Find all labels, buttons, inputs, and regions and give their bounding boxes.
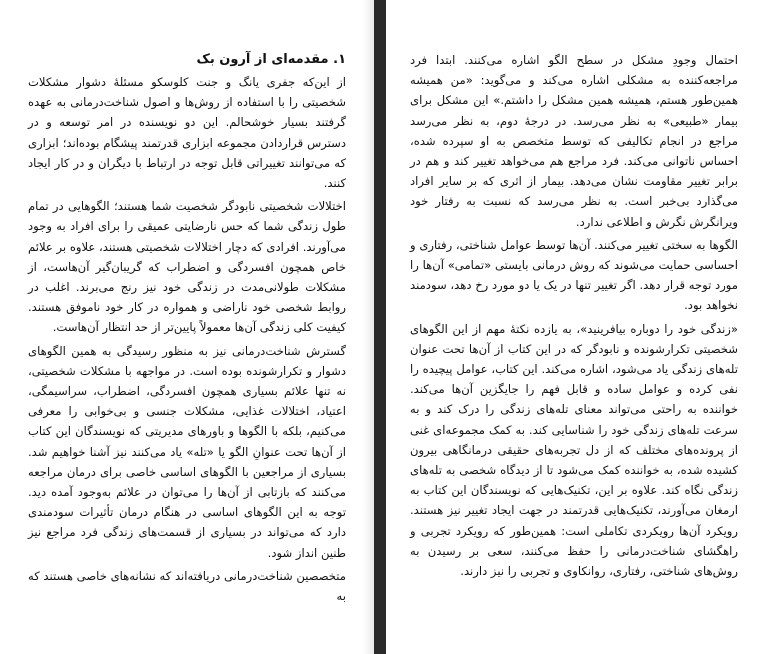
book-gutter	[374, 0, 386, 654]
chapter-heading: ۱. مقدمه‌ای از آرون بک	[196, 52, 346, 67]
right-page	[386, 0, 768, 654]
right-paragraph-2: الگوها به سختی تغییر می‌کنند. آن‌ها توسط عوامل شناختی، رفتاری و احساسی حمایت می‌شوند که روش درمانی بایستی «تمامی» آن‌ها را مورد توجه قرار دهد. اگر تغییر تنها در یک یا دو مورد رخ دهد، سودمند نخواهد بود.	[410, 237, 738, 313]
left-paragraph-3: گسترش شناخت‌درمانی نیز به منظور رسیدگی به همین الگوهای دشوار و تکرارشونده بوده است. در مواجهه با مشکلات شخصیتی، نه تنها علائم بسیاری همچون افسردگی، اضطراب، سراسیمگی، اعتیاد، اختلالات غذایی، مشکلات جنسی و بی‌خوابی را معرفی می‌کنیم، بلکه با الگوها و باورهای مدیریتی که نویسندگان این کتاب از آن‌ها تحت عنوانِ الگو یا «تله» یاد می‌کنند نیز آشنا خواهیم شد. بسیاری از مراجعین با الگوهای اساسی خاصی برای درمان مراجعه می‌کنند که بازتابی از آن‌ها را می‌توان در علائم به‌وجود آمده دید. توجه به این الگوهای اساسی در هنگام درمان تأثیرات سودمندی دارد که می‌تواند در بسیاری از قسمت‌های زندگی فرد مراجع نیز طنین انداز شود.	[28, 343, 346, 560]
right-paragraph-1: احتمال وجودِ مشکل در سطح الگو اشاره می‌کنند. ابتدا فرد مراجعه‌کننده به مشکلی اشاره می‌کند و می‌گوید: «من همیشه همین‌طور هستم، همیشه همین مشکل را داشتم.» این مشکل برای بیمار «طبیعی» به نظر می‌رسد. در درجهٔ دوم، به نظر می‌رسد مراجع در انجام تکالیفی که توسط متخصص به او سپرده شده، احساس ناتوانی می‌کند. فرد مراجع هم می‌خواهد تغییر کند و هم در برابر تغییر مقاومت نشان می‌دهد. بیمار از اثری که بر سایر افراد می‌گذارد بی‌خبر است. به نظر می‌رسد که نسبت به رفتار خود ویرانگرش نگرش و اطلاعی ندارد.	[410, 53, 738, 229]
left-page	[0, 0, 374, 654]
left-paragraph-4: متخصصین شناخت‌درمانی دریافته‌اند که نشانه‌های خاصی هستند که به	[28, 568, 346, 604]
right-paragraph-3: «زندگی خود را دوباره بیافرینید»، به یازده نکتهٔ مهم از این الگوهای شخصیتی تکرارشونده و نابودگر که در این کتاب از آن‌ها تحت عنوان تله‌های زندگی یاد می‌شود، اشاره می‌کند. این کتاب، عوامل پیچیده را نفی کرده و عوامل ساده و قابل فهم را جایگزین آن‌ها می‌کند. خواننده به راحتی می‌تواند معنای تله‌های زندگی را درک کند و به سرعت تله‌های زندگی خود را شناسایی کند. به کمک مجموعه‌ای غنی از پرونده‌های مختلف که از دل تجربه‌های حقیقی درمانگاهی بیرون کشیده شده، به خواننده کمک می‌شود تا از دیدگاه شخصی به تله‌های زندگی نگاه کند. علاوه بر این، تکنیک‌هایی که نویسندگان این کتاب به ارمغان می‌آورند، تکنیک‌هایی قدرتمند در جهت ایجاد تغییر نیز هستند. رویکرد آن‌ها رویکردی تکاملی است: همین‌طور که رویکرد تجربی و راهگشای شناخت‌درمانی را حفظ می‌کنند، سعی بر رسیدن به روش‌های شناختی، رفتاری، روانکاوی و تجربی را نیز دارند.	[410, 321, 738, 579]
gutter-shadow	[362, 0, 374, 654]
left-paragraph-1: از این‌که جفری یانگ و جنت کلوسکو مسئلهٔ دشوار مشکلات شخصیتی را با استفاده از روش‌ها و اصول شناخت‌درمانی به عهده گرفتند بسیار خوشحالم. این دو نویسنده در امر توسعه و در دسترس قراردادن مجموعه ابزاری قدرتمند پیشگام بوده‌اند؛ ابزاری که می‌توانند تغییراتی قابل توجه در ارتباط با دیگران و در کار ایجاد کنند.	[28, 75, 346, 191]
left-paragraph-2: اختلالات شخصیتی نابودگر شخصیت شما هستند؛ الگوهایی در تمام طول زندگی شما که حس نارضایتی عمیقی را برای افراد به وجود می‌آورند. افرادی که دچار اختلالات شخصیتی هستند، علاوه بر علائم خاص همچون افسردگی و اضطراب که گریبان‌گیر آن‌هاست، از مشکلات طولانی‌مدت در زندگی خود نیز رنج می‌برند. اغلب در روابط شخصی خود ناراضی و همواره در کار خود ناموفق هستند. کیفیت کلی زندگی آن‌ها معمولاً پایین‌تر از حد انتظار آن‌هاست.	[28, 199, 346, 335]
